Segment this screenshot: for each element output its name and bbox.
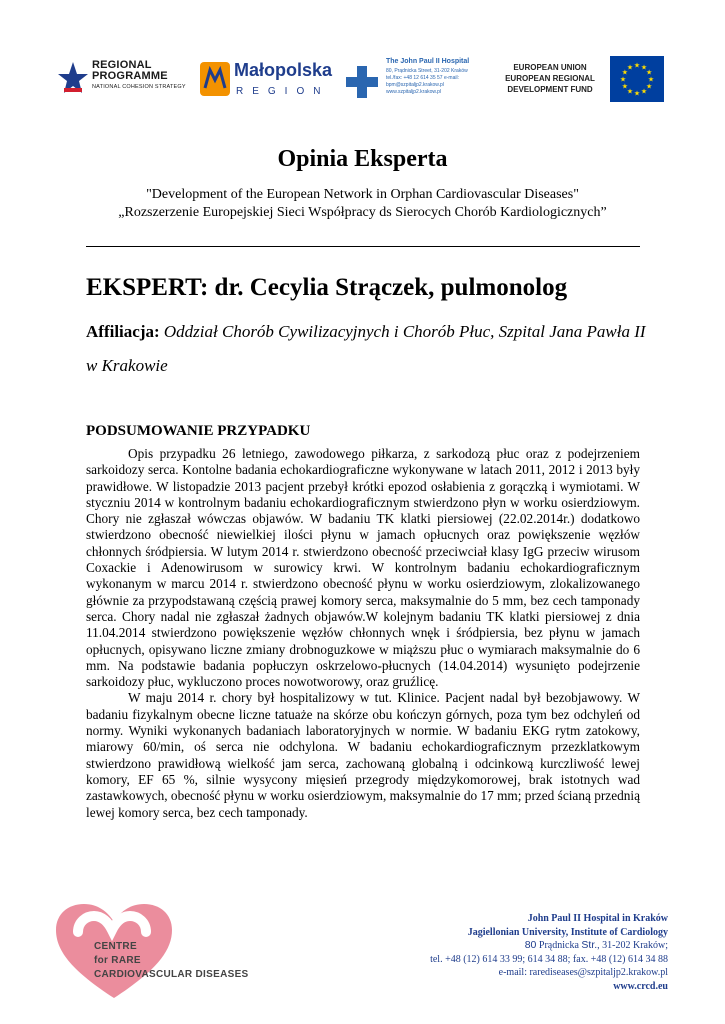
eu-flag-icon (610, 56, 664, 102)
affiliation-value: Oddział Chorób Cywilizacyjnych i Chorób Płuc, Szpital Jana Pawła II w Krakowie (86, 322, 646, 375)
crd-logo-text (94, 940, 249, 982)
footer-university: Jagiellonian University, Institute of Cardiology (467, 926, 668, 938)
affiliation (86, 315, 646, 383)
page-title: Opinia Eksperta (277, 146, 448, 172)
jp-name: The John Paul II Hospital (386, 58, 470, 65)
eu-logo (502, 56, 662, 104)
project-subtitle (0, 186, 725, 222)
expert-heading: EKSPERT: dr. Cecylia Strączek, pulmonolog (86, 274, 568, 301)
john-paul-hospital-logo (344, 56, 494, 110)
subtitle-polish: „Rozszerzenie Europejskiej Sieci Współpracy ds Sierocych Chorób Kardiologicznych” (118, 205, 607, 220)
eu-star-icon: ★ (633, 89, 641, 98)
jp-line: www.szpitaljp2.krakow.pl (386, 89, 442, 95)
jp-details (386, 68, 468, 96)
case-summary (86, 446, 640, 821)
address-number: 80 (524, 939, 537, 952)
address-street: Prądnicka (536, 940, 582, 952)
eu-star-icon: ★ (633, 61, 641, 70)
eu-line: EUROPEAN REGIONAL (505, 74, 595, 83)
jp-line: tel./fax: +48 12 614 35 57 e-mail: (386, 75, 459, 81)
footer-hospital: John Paul II Hospital in Kraków (527, 913, 668, 924)
eu-star-icon: ★ (647, 75, 655, 84)
rp-line2: PROGRAMME (92, 70, 168, 82)
eu-star-icon: ★ (640, 87, 648, 96)
footer-website[interactable]: www.crcd.eu (613, 980, 668, 992)
eu-star-icon: ★ (621, 82, 629, 91)
eu-star-icon: ★ (645, 82, 653, 91)
crd-line: CENTRE (94, 941, 137, 952)
malopolska-region: REGION (236, 86, 330, 97)
rp-line1: REGIONAL (92, 59, 152, 71)
eu-line: EUROPEAN UNION (513, 63, 587, 72)
malopolska-logo (200, 58, 340, 102)
malopolska-emblem-icon (200, 62, 230, 96)
crd-line: for RARE (94, 955, 141, 966)
jp-line: bpm@szpitaljp2.krakow.pl (386, 82, 444, 88)
paragraph: W maju 2014 r. chory był hospitalizowy w tut. Klinice. Pacjent nadal był bezobjawowy. W badaniu fizykalnym obecne liczne tatuaże na skórze obu kończyn górnych, poza tym bez odchyleń od normy. Wyniki wykonanych badaniach laboratoryjnych w normie. W badaniu EKG rytm zatokowy, miarowy 60/min, oś serca nie odchylona. W badaniu echokardiograficznym przezklatkowym stwierdzono prawidłową wielkość jam serca, zachowaną globalną i odcinkową kurczliwość lewej komory, EF 65 %, silnie wysycony mięsień przegrody międzykomorowej, brak istotnych wad zastawkowych, obecność płynu w worku osierdziowym, maksymalnie do 17 mm; przed ścianą przednią lewej komory serca, bez cech tamponady. (86, 690, 640, 820)
affiliation-label: Affiliacja: (86, 322, 160, 341)
address-rest: , 31-202 Kraków; (597, 940, 668, 952)
rp-line3: NATIONAL COHESION STRATEGY (92, 84, 186, 90)
address-str: Str. (581, 939, 598, 952)
footer-address (360, 939, 668, 953)
medical-cross-icon (344, 64, 380, 100)
regional-programme-logo (58, 56, 198, 104)
subtitle-english: "Development of the European Network in Orphan Cardiovascular Diseases" (146, 187, 579, 202)
paragraph: Opis przypadku 26 letniego, zawodowego piłkarza, z sarkodozą płuc oraz z podejrzeniem sarkoidozy serca. Kontolne badania echokardiograficzne wykonywane w latach 2011, 2012 i 2013 były prawidłowe. W listopadzie 2013 pacjent przebył krótki epozod osłabienia z gorączką i wymiotami. W styczniu 2014 w kontrolnym badaniu echokardiograficznym stwierdzono płyn w worku osierdziowym. Chory nie zgłaszał wówczas objawów. W badaniu TK klatki piersiowej (22.02.2014r.) dodatkowo stwierdzono obecność niewielkiej ilości płynu w jamach opłucnych oraz powiększenie węzłów chłonnych śródpiersia. W lutym 2014 r. stwierdzono obecność przeciwciał klasy IgG przeciw wirusom Coxackie i Adenowirusom w surowicy krwi. W kontrolnym badaniu echokardiograficznym wykonanym w marcu 2014 r. stwierdzono obecność płynu w worku osierdziowym, zlokalizowanego głównie za przypodstawaną częścią prawej komory serca, maksymalnie do 5 mm, bez cech tamponady serca. Chory nadal nie zgłaszał żadnych objawów.W kolejnym badaniu TK klatki piersiowej z dnia 11.04.2014 stwierdzono powiększenie węzłów chłonnych wnęk i śródpiersia, bez płynu w jamach opłucnych, opisywano liczne zmiany drobnoguzkowe w miąższu płuc o wymiarach maksymalnie do 6 mm. Na podstawie badania popłuczyn oskrzelowo-płucnych (14.04.2014) wysunięto podejrzenie sarkoidozy płuc, wykluczono proces nowotworowy, oraz gruźlicę. (86, 446, 640, 690)
malopolska-name: Małopolska (234, 60, 333, 80)
eu-star-icon: ★ (626, 63, 634, 72)
eu-line: DEVELOPMENT FUND (507, 85, 593, 94)
footer-contact (360, 912, 668, 994)
eu-star-icon: ★ (621, 68, 629, 77)
footer-phone: tel. +48 (12) 614 33 99; 614 34 88; fax. +48 (12) 614 34 88 (430, 953, 668, 965)
divider (86, 246, 640, 247)
crd-line: CARDIOVASCULAR DISEASES (94, 969, 249, 980)
section-heading: PODSUMOWANIE PRZYPADKU (86, 423, 311, 439)
eu-star-icon: ★ (645, 68, 653, 77)
eu-star-icon: ★ (626, 87, 634, 96)
eu-star-icon: ★ (640, 63, 648, 72)
footer-email[interactable]: e-mail: rarediseases@szpitaljp2.krakow.pl (498, 967, 668, 979)
poland-star-icon (58, 60, 88, 100)
jp-line: 80, Prądnicka Street, 31-202 Kraków (386, 68, 468, 74)
eu-star-icon: ★ (619, 75, 627, 84)
